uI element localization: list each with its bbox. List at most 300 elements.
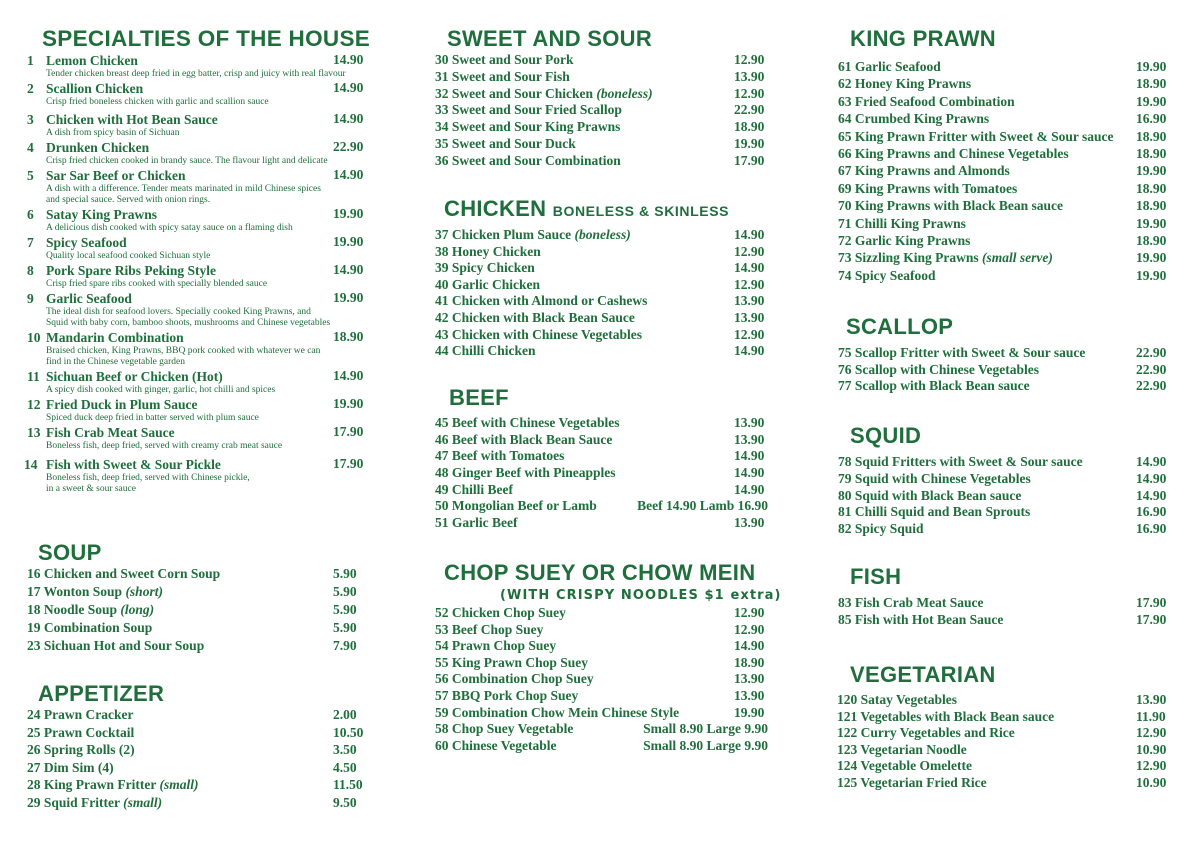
menu-item <box>0 456 400 495</box>
menu-item <box>0 707 400 725</box>
menu-item-description: Boneless fish, deep fried, served with creamy crab meat sauce <box>46 441 283 451</box>
menu-item-number: 14 <box>24 457 38 472</box>
menu-item-number: 9 <box>27 291 34 306</box>
menu-item-title: 80 Squid with Black Bean sauce <box>838 487 1022 503</box>
menu-item-price: 22.90 <box>1136 378 1167 394</box>
menu-item-title: 27 Dim Sim (4) <box>27 759 114 775</box>
squid-list <box>800 454 1200 538</box>
menu-item <box>800 129 1200 146</box>
menu-item <box>0 725 400 743</box>
menu-item <box>0 234 400 262</box>
menu-item-title: 33 Sweet and Sour Fried Scallop <box>435 102 622 118</box>
chicken-title: CHICKEN <box>444 196 547 221</box>
menu-item-price: Beef 14.90 Lamb 16.90 <box>637 498 768 514</box>
section-chop-suey <box>400 560 800 754</box>
menu-item <box>400 515 800 532</box>
menu-item-title: 55 King Prawn Chop Suey <box>435 654 589 670</box>
menu-item-title: 59 Combination Chow Mein Chinese Style <box>435 704 680 720</box>
section-chicken <box>400 196 800 360</box>
menu-item-price: 13.90 <box>734 415 765 430</box>
menu-item <box>800 268 1200 285</box>
menu-item-price: 22.90 <box>333 139 364 154</box>
section-vegetarian <box>800 662 1200 792</box>
menu-item-price: 9.50 <box>333 794 357 810</box>
menu-item <box>400 482 800 499</box>
menu-item-title: 77 Scallop with Black Bean sauce <box>838 378 1030 394</box>
menu-item-note: (small) <box>123 794 163 810</box>
menu-item-title: Fish with Sweet & Sour Pickle <box>46 457 221 472</box>
menu-item-title: 67 King Prawns and Almonds <box>838 163 1010 179</box>
menu-item-title: 121 Vegetables with Black Bean sauce <box>837 708 1055 724</box>
menu-item-title: 25 Prawn Cocktail <box>27 724 135 740</box>
menu-item-price: 17.90 <box>734 152 765 168</box>
menu-item <box>400 498 800 515</box>
menu-item <box>400 622 800 639</box>
menu-item-price: 14.90 <box>1136 487 1167 503</box>
menu-item-price: 14.90 <box>333 111 364 126</box>
section-specialties <box>0 26 400 495</box>
menu-item <box>0 777 400 795</box>
menu-item-price: 14.90 <box>734 343 765 359</box>
menu-item-title: 50 Mongolian Beef or Lamb <box>435 498 597 514</box>
menu-item-description: A dish from spicy basin of Sichuan <box>46 128 180 138</box>
menu-item-description: Spiced duck deep fried in batter served with plum sauce <box>46 413 259 423</box>
menu-item <box>400 227 800 244</box>
menu-item-note: (small) <box>159 777 199 793</box>
section-title-king-prawn: KING PRAWN <box>850 26 996 51</box>
menu-item <box>800 163 1200 180</box>
menu-item <box>800 146 1200 163</box>
menu-item-price: 16.90 <box>1136 504 1167 520</box>
menu-item-price: 18.90 <box>1136 76 1167 92</box>
menu-item <box>400 671 800 688</box>
menu-item-price: 17.90 <box>1136 611 1167 627</box>
menu-item-title: 85 Fish with Hot Bean Sauce <box>838 611 1004 627</box>
menu-item-note: (boneless) <box>574 227 631 242</box>
menu-item-title: 32 Sweet and Sour Chicken <box>435 85 594 101</box>
soup-list <box>0 566 400 655</box>
menu-item-price: 18.90 <box>1136 232 1167 248</box>
menu-item-price: 7.90 <box>333 637 357 653</box>
menu-item <box>400 688 800 705</box>
menu-item-title: 51 Garlic Beef <box>435 515 518 531</box>
menu-item-title: 41 Chicken with Almond or Cashews <box>435 293 648 309</box>
menu-item-title: 70 King Prawns with Black Bean sauce <box>838 198 1064 214</box>
menu-item-description: in a sweet & sour sauce <box>46 484 136 494</box>
menu-item-title: 57 BBQ Pork Chop Suey <box>435 687 579 703</box>
menu-item-title: 72 Garlic King Prawns <box>838 232 971 248</box>
menu-item-title: Scallion Chicken <box>46 81 144 96</box>
section-appetizer <box>0 681 400 813</box>
menu-item-title: 63 Fried Seafood Combination <box>838 93 1015 109</box>
section-title-specialties: SPECIALTIES OF THE HOUSE <box>42 26 371 51</box>
menu-item-title: 61 Garlic Seafood <box>838 59 941 74</box>
menu-item-title: 23 Sichuan Hot and Sour Soup <box>27 637 205 653</box>
menu-item-title: 39 Spicy Chicken <box>435 260 535 276</box>
chicken-subtitle: BONELESS & SKINLESS <box>552 203 730 219</box>
menu-item-price: 19.90 <box>333 290 364 305</box>
menu-item-price: 19.90 <box>333 234 364 249</box>
menu-item <box>0 368 400 396</box>
menu-item-description: find in the Chinese vegetable garden <box>46 357 186 367</box>
menu-item-title: 53 Beef Chop Suey <box>435 621 544 637</box>
menu-item <box>0 638 400 656</box>
menu-item-price: 14.90 <box>333 262 364 277</box>
menu-item-price: 11.50 <box>333 777 363 793</box>
sweet-and-sour-list <box>400 52 800 170</box>
menu-item <box>800 504 1200 521</box>
section-title-chicken <box>400 196 800 224</box>
menu-item-description: Boneless fish, deep fried, served with Chinese pickle, <box>46 473 250 483</box>
menu-item-note: (small serve) <box>982 250 1053 266</box>
menu-item-title: 48 Ginger Beef with Pineapples <box>435 465 616 481</box>
menu-item-price: 16.90 <box>1136 111 1167 127</box>
menu-item-price: 14.90 <box>734 481 765 497</box>
menu-item <box>400 52 800 69</box>
section-scallop <box>800 314 1200 395</box>
menu-item-price: 12.90 <box>734 52 765 67</box>
menu-item-number: 2 <box>27 81 34 96</box>
menu-item <box>800 250 1200 267</box>
menu-item-title: 26 Spring Rolls (2) <box>27 742 135 758</box>
menu-item-title: Fried Duck in Plum Sauce <box>46 397 198 412</box>
menu-item-price: 14.90 <box>333 80 364 95</box>
menu-item-title: 120 Satay Vegetables <box>837 692 958 707</box>
menu-item <box>0 290 400 329</box>
menu-item <box>800 692 1200 709</box>
menu-item <box>0 167 400 206</box>
menu-item <box>400 293 800 310</box>
menu-item-title: 83 Fish Crab Meat Sauce <box>838 595 984 610</box>
menu-item <box>400 327 800 344</box>
menu-item <box>0 795 400 813</box>
menu-item-price: 13.90 <box>734 687 765 703</box>
menu-item <box>400 119 800 136</box>
menu-item-title: 28 King Prawn Fritter <box>27 777 157 793</box>
menu-item-price: 14.90 <box>734 260 765 276</box>
menu-item-price: 13.90 <box>734 515 765 531</box>
menu-item-price: 12.90 <box>734 243 765 259</box>
menu-item-title: 46 Beef with Black Bean Sauce <box>435 431 613 447</box>
menu-item-price: 3.50 <box>333 742 357 758</box>
menu-item <box>800 111 1200 128</box>
section-title-scallop: SCALLOP <box>846 314 954 339</box>
menu-item-price: 4.50 <box>333 759 357 775</box>
menu-item-title: 42 Chicken with Black Bean Sauce <box>435 309 635 325</box>
menu-item-note: (long) <box>120 601 155 617</box>
menu-item-price: 17.90 <box>333 456 364 471</box>
menu-item-title: 16 Chicken and Sweet Corn Soup <box>27 566 221 581</box>
menu-item-title: 34 Sweet and Sour King Prawns <box>435 119 621 135</box>
menu-item-price: 12.90 <box>734 605 765 620</box>
specialties-list <box>0 52 400 495</box>
menu-item-price: Small 8.90 Large 9.90 <box>643 737 768 753</box>
menu-item-price: 19.90 <box>734 135 765 151</box>
menu-item <box>400 655 800 672</box>
menu-item-number: 12 <box>27 397 41 412</box>
menu-item-title: 52 Chicken Chop Suey <box>435 605 566 620</box>
menu-item <box>800 181 1200 198</box>
menu-item-title: 30 Sweet and Sour Pork <box>435 52 574 67</box>
menu-item-note: (short) <box>125 583 163 599</box>
menu-item-title: 58 Chop Suey Vegetable <box>435 721 574 737</box>
menu-item-price: 19.90 <box>1136 215 1167 231</box>
menu-item-title: 60 Chinese Vegetable <box>435 737 557 753</box>
menu-item-price: 18.90 <box>1136 128 1167 144</box>
menu-item-price: 13.90 <box>734 309 765 325</box>
menu-item-title: 40 Garlic Chicken <box>435 276 540 292</box>
menu-item <box>0 742 400 760</box>
menu-item-title: 62 Honey King Prawns <box>838 76 972 92</box>
menu-item-title: Sichuan Beef or Chicken (Hot) <box>46 369 223 384</box>
menu-item-title: Satay King Prawns <box>46 207 158 222</box>
section-sweet-and-sour <box>400 26 800 170</box>
menu-item <box>400 260 800 277</box>
menu-item-price: 17.90 <box>1136 595 1167 610</box>
menu-item-title: 66 King Prawns and Chinese Vegetables <box>838 145 1069 161</box>
menu-item <box>800 362 1200 379</box>
menu-item-title: 125 Vegetarian Fried Rice <box>837 774 987 790</box>
menu-item-title: 17 Wonton Soup <box>27 583 123 599</box>
menu-item-price: 22.90 <box>1136 345 1167 360</box>
menu-item-title: 81 Chilli Squid and Bean Sprouts <box>838 504 1031 520</box>
menu-item <box>400 448 800 465</box>
menu-item-price: 5.90 <box>333 566 357 581</box>
menu-item <box>0 424 400 452</box>
menu-item <box>0 52 400 80</box>
menu-item <box>800 345 1200 362</box>
menu-item-price: 19.90 <box>1136 163 1167 179</box>
menu-item <box>800 709 1200 726</box>
menu-item <box>800 595 1200 612</box>
menu-item-title: 76 Scallop with Chinese Vegetables <box>838 361 1040 377</box>
menu-item <box>400 638 800 655</box>
menu-item-title: 38 Honey Chicken <box>435 243 541 259</box>
section-title-beef: BEEF <box>449 385 509 410</box>
menu-item-price: 18.90 <box>1136 198 1167 214</box>
menu-item-title: 123 Vegetarian Noodle <box>837 741 967 757</box>
menu-item-price: 5.90 <box>333 619 357 635</box>
menu-item <box>400 136 800 153</box>
menu-item <box>0 262 400 290</box>
menu-item-price: 18.90 <box>1136 180 1167 196</box>
menu-item-price: 12.90 <box>734 85 765 101</box>
menu-item-title: 75 Scallop Fritter with Sweet & Sour sauce <box>838 345 1086 360</box>
menu-item-number: 7 <box>27 235 34 250</box>
menu-item-description: Quality local seafood cooked Sichuan style <box>46 251 211 261</box>
menu-item-description: A spicy dish cooked with ginger, garlic, hot chilli and spices <box>46 385 276 395</box>
menu-item-number: 4 <box>27 140 34 155</box>
menu-item <box>0 80 400 108</box>
menu-item <box>0 111 400 139</box>
section-title-appetizer: APPETIZER <box>38 681 165 706</box>
menu-item <box>800 378 1200 395</box>
menu-item-price: 14.90 <box>734 448 765 464</box>
menu-item-number: 3 <box>27 112 34 127</box>
menu-item-description: Crisp fried spare ribs cooked with specially blended sauce <box>46 279 268 289</box>
menu-item-number: 1 <box>27 53 34 68</box>
section-title-squid: SQUID <box>850 423 922 448</box>
menu-item <box>400 86 800 103</box>
menu-item <box>400 415 800 432</box>
menu-item-description: and special sauce. Served with onion rings. <box>46 195 211 205</box>
menu-item-description: The ideal dish for seafood lovers. Specially cooked King Prawns, and <box>46 307 311 317</box>
king-prawn-list <box>800 59 1200 285</box>
menu-item <box>400 277 800 294</box>
menu-item <box>0 206 400 234</box>
menu-item-price: 13.90 <box>1136 692 1167 707</box>
menu-item-description: Crisp fried chicken cooked in brandy sauce. The flavour light and delicate <box>46 156 328 166</box>
menu-item-price: 19.90 <box>734 704 765 720</box>
menu-item-description: A dish with a difference. Tender meats marinated in mild Chinese spices <box>46 184 321 194</box>
menu-item <box>800 216 1200 233</box>
section-king-prawn <box>800 26 1200 285</box>
menu-item <box>0 584 400 602</box>
menu-item <box>0 396 400 424</box>
menu-item-description: Crisp fried boneless chicken with garlic and scallion sauce <box>46 97 269 107</box>
menu-item-price: 10.90 <box>1136 774 1167 790</box>
menu-item-price: 12.90 <box>734 276 765 292</box>
menu-item-price: 10.90 <box>1136 741 1167 757</box>
menu-item <box>400 705 800 722</box>
menu-item-title: Lemon Chicken <box>46 53 138 68</box>
menu-item <box>800 725 1200 742</box>
menu-item-number: 6 <box>27 207 34 222</box>
menu-item-title: 56 Combination Chop Suey <box>435 671 594 687</box>
menu-item-title: 29 Squid Fritter <box>27 794 120 810</box>
menu-item-title: Garlic Seafood <box>46 291 132 306</box>
menu-item-price: 19.90 <box>333 206 364 221</box>
menu-item-price: 19.90 <box>1136 267 1167 283</box>
menu-item <box>0 329 400 368</box>
menu-item-title: 74 Spicy Seafood <box>838 267 936 283</box>
menu-item-price: 14.90 <box>734 638 765 654</box>
menu-item-title: 37 Chicken Plum Sauce <box>435 227 572 242</box>
appetizer-list <box>0 707 400 813</box>
menu-item-price: 18.90 <box>1136 145 1167 161</box>
section-fish <box>800 564 1200 628</box>
menu-item-price: 5.90 <box>333 583 357 599</box>
menu-item-price: 13.90 <box>734 68 765 84</box>
menu-item <box>400 69 800 86</box>
menu-item-title: 49 Chilli Beef <box>435 481 513 497</box>
menu-item <box>0 566 400 584</box>
menu-item-price: 19.90 <box>333 396 364 411</box>
section-title-soup: SOUP <box>38 540 102 565</box>
menu-item <box>800 612 1200 629</box>
menu-item-number: 10 <box>27 330 41 345</box>
menu-item-title: 65 King Prawn Fritter with Sweet & Sour sauce <box>838 128 1114 144</box>
menu-item-price: Small 8.90 Large 9.90 <box>643 721 768 737</box>
menu-item-title: 35 Sweet and Sour Duck <box>435 135 576 151</box>
menu-item-price: 18.90 <box>333 329 364 344</box>
menu-item-price: 13.90 <box>734 431 765 447</box>
menu-item-description: Braised chicken, King Prawns, BBQ pork cooked with whatever we can <box>46 346 321 356</box>
menu-item <box>400 432 800 449</box>
menu-item <box>400 244 800 261</box>
chicken-list <box>400 227 800 360</box>
section-subtitle-chop-suey: (WITH CRISPY NOODLES $1 extra) <box>500 588 782 603</box>
menu-item <box>400 343 800 360</box>
menu-item-number: 8 <box>27 263 34 278</box>
menu-item-description: Tender chicken breast deep fried in egg batter, crisp and juicy with real flavour <box>46 69 346 79</box>
menu-item-price: 14.90 <box>1136 470 1167 486</box>
section-squid <box>800 423 1200 538</box>
menu-item-price: 18.90 <box>734 119 765 135</box>
menu-item <box>800 521 1200 538</box>
menu-item-description: A delicious dish cooked with spicy satay sauce on a flaming dish <box>46 223 293 233</box>
menu-item <box>800 775 1200 792</box>
menu-item <box>800 59 1200 76</box>
menu-item-description: Squid with baby corn, bamboo shoots, mushrooms and Chinese vegetables <box>46 318 331 328</box>
menu-item-price: 12.90 <box>1136 758 1167 774</box>
menu-item-price: 10.50 <box>333 724 364 740</box>
menu-item <box>400 310 800 327</box>
menu-item-title: 45 Beef with Chinese Vegetables <box>435 415 620 430</box>
menu-item <box>400 605 800 622</box>
menu-item <box>800 488 1200 505</box>
menu-item-title: 78 Squid Fritters with Sweet & Sour sauce <box>838 454 1083 469</box>
section-beef <box>400 385 800 532</box>
scallop-list <box>800 345 1200 395</box>
menu-item-title: 122 Curry Vegetables and Rice <box>837 725 1015 741</box>
section-soup <box>0 540 400 655</box>
menu-item-title: 44 Chilli Chicken <box>435 343 536 359</box>
menu-item-title: 47 Beef with Tomatoes <box>435 448 565 464</box>
menu-item-price: 12.90 <box>734 621 765 637</box>
menu-item-price: 13.90 <box>734 293 765 309</box>
menu-item <box>0 620 400 638</box>
menu-item <box>400 465 800 482</box>
menu-item-title: 79 Squid with Chinese Vegetables <box>838 470 1031 486</box>
menu-item <box>800 76 1200 93</box>
section-title-chop-suey: CHOP SUEY OR CHOW MEIN <box>444 560 756 585</box>
section-title-fish: FISH <box>850 564 902 589</box>
menu-item-price: 14.90 <box>734 465 765 481</box>
menu-item-price: 12.90 <box>734 326 765 342</box>
menu-item-price: 5.90 <box>333 601 357 617</box>
menu-item-price: 2.00 <box>333 707 357 722</box>
menu-item-price: 22.90 <box>1136 361 1167 377</box>
menu-item-title: 69 King Prawns with Tomatoes <box>838 180 1018 196</box>
menu-item-title: 64 Crumbed King Prawns <box>838 111 990 127</box>
fish-list <box>800 595 1200 628</box>
menu-item-price: 17.90 <box>333 424 364 439</box>
menu-item-price: 18.90 <box>734 654 765 670</box>
menu-item <box>800 454 1200 471</box>
menu-item <box>0 760 400 778</box>
menu-item-title: 36 Sweet and Sour Combination <box>435 152 621 168</box>
menu-item-price: 22.90 <box>734 102 765 118</box>
menu-item <box>400 102 800 119</box>
section-title-vegetarian: VEGETARIAN <box>850 662 996 687</box>
menu-item-title: 71 Chilli King Prawns <box>838 215 966 231</box>
menu-item-title: 31 Sweet and Sour Fish <box>435 68 570 84</box>
menu-item-title: 54 Prawn Chop Suey <box>435 638 557 654</box>
menu-item <box>800 742 1200 759</box>
vegetarian-list <box>800 692 1200 792</box>
menu-item-price: 13.90 <box>734 671 765 687</box>
menu-item-price: 14.90 <box>734 227 765 242</box>
menu-item-number: 11 <box>27 369 40 384</box>
menu-item-title: Drunken Chicken <box>46 140 150 155</box>
menu-item-title: Sar Sar Beef or Chicken <box>46 168 186 183</box>
menu-item-price: 14.90 <box>1136 454 1167 469</box>
beef-list <box>400 415 800 532</box>
menu-item <box>800 233 1200 250</box>
menu-item-title: 124 Vegetable Omelette <box>837 758 972 774</box>
menu-item-price: 11.90 <box>1136 708 1166 724</box>
